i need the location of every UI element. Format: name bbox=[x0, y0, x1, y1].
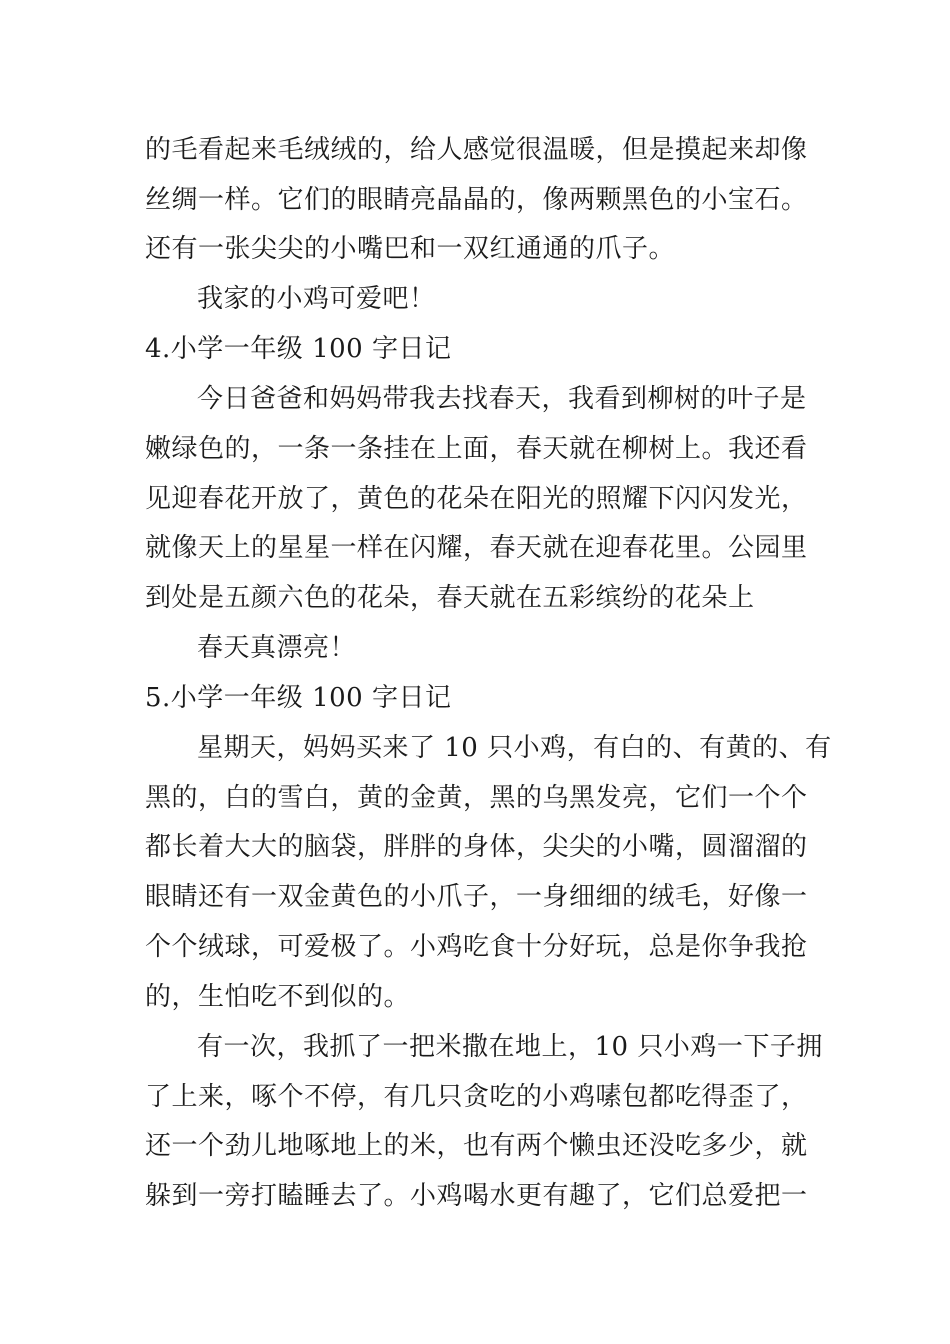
paragraph-line: 黑的，白的雪白，黄的金黄，黑的乌黑发亮，它们一个个 bbox=[145, 783, 808, 813]
paragraph-line: 到处是五颜六色的花朵，春天就在五彩缤纷的花朵上 bbox=[145, 583, 755, 613]
paragraph-line: 丝绸一样。它们的眼睛亮晶晶的，像两颗黑色的小宝石。 bbox=[145, 185, 808, 215]
paragraph-line: 今日爸爸和妈妈带我去找春天，我看到柳树的叶子是 bbox=[197, 384, 807, 414]
paragraph-line: 的，生怕吃不到似的。 bbox=[145, 982, 411, 1012]
paragraph-line: 有一次，我抓了一把米撒在地上，10 只小鸡一下子拥 bbox=[197, 1032, 823, 1062]
paragraph-line: 嫩绿色的，一条一条挂在上面，春天就在柳树上。我还看 bbox=[145, 434, 808, 464]
paragraph-line: 春天真漂亮！ bbox=[197, 633, 357, 663]
paragraph-line: 个个绒球，可爱极了。小鸡吃食十分好玩，总是你争我抢 bbox=[145, 932, 808, 962]
paragraph-line: 躲到一旁打瞌睡去了。小鸡喝水更有趣了，它们总爱把一 bbox=[145, 1181, 808, 1211]
paragraph-line: 星期天，妈妈买来了 10 只小鸡，有白的、有黄的、有 bbox=[197, 733, 832, 763]
paragraph-line: 还有一张尖尖的小嘴巴和一双红通通的爪子。 bbox=[145, 234, 676, 264]
paragraph-line: 都长着大大的脑袋，胖胖的身体，尖尖的小嘴，圆溜溜的 bbox=[145, 832, 808, 862]
paragraph-line: 见迎春花开放了，黄色的花朵在阳光的照耀下闪闪发光， bbox=[145, 484, 808, 514]
section-heading: 5.小学一年级 100 字日记 bbox=[145, 683, 452, 713]
paragraph-line: 还一个劲儿地啄地上的米，也有两个懒虫还没吃多少，就 bbox=[145, 1131, 808, 1161]
paragraph-line: 的毛看起来毛绒绒的，给人感觉很温暖，但是摸起来却像 bbox=[145, 135, 808, 165]
paragraph-line: 眼睛还有一双金黄色的小爪子，一身细细的绒毛，好像一 bbox=[145, 882, 808, 912]
paragraph-line: 就像天上的星星一样在闪耀，春天就在迎春花里。公园里 bbox=[145, 533, 808, 563]
section-heading: 4.小学一年级 100 字日记 bbox=[145, 334, 452, 364]
paragraph-line: 我家的小鸡可爱吧！ bbox=[197, 284, 436, 314]
paragraph-line: 了上来，啄个不停，有几只贪吃的小鸡嗉包都吃得歪了， bbox=[145, 1082, 808, 1112]
